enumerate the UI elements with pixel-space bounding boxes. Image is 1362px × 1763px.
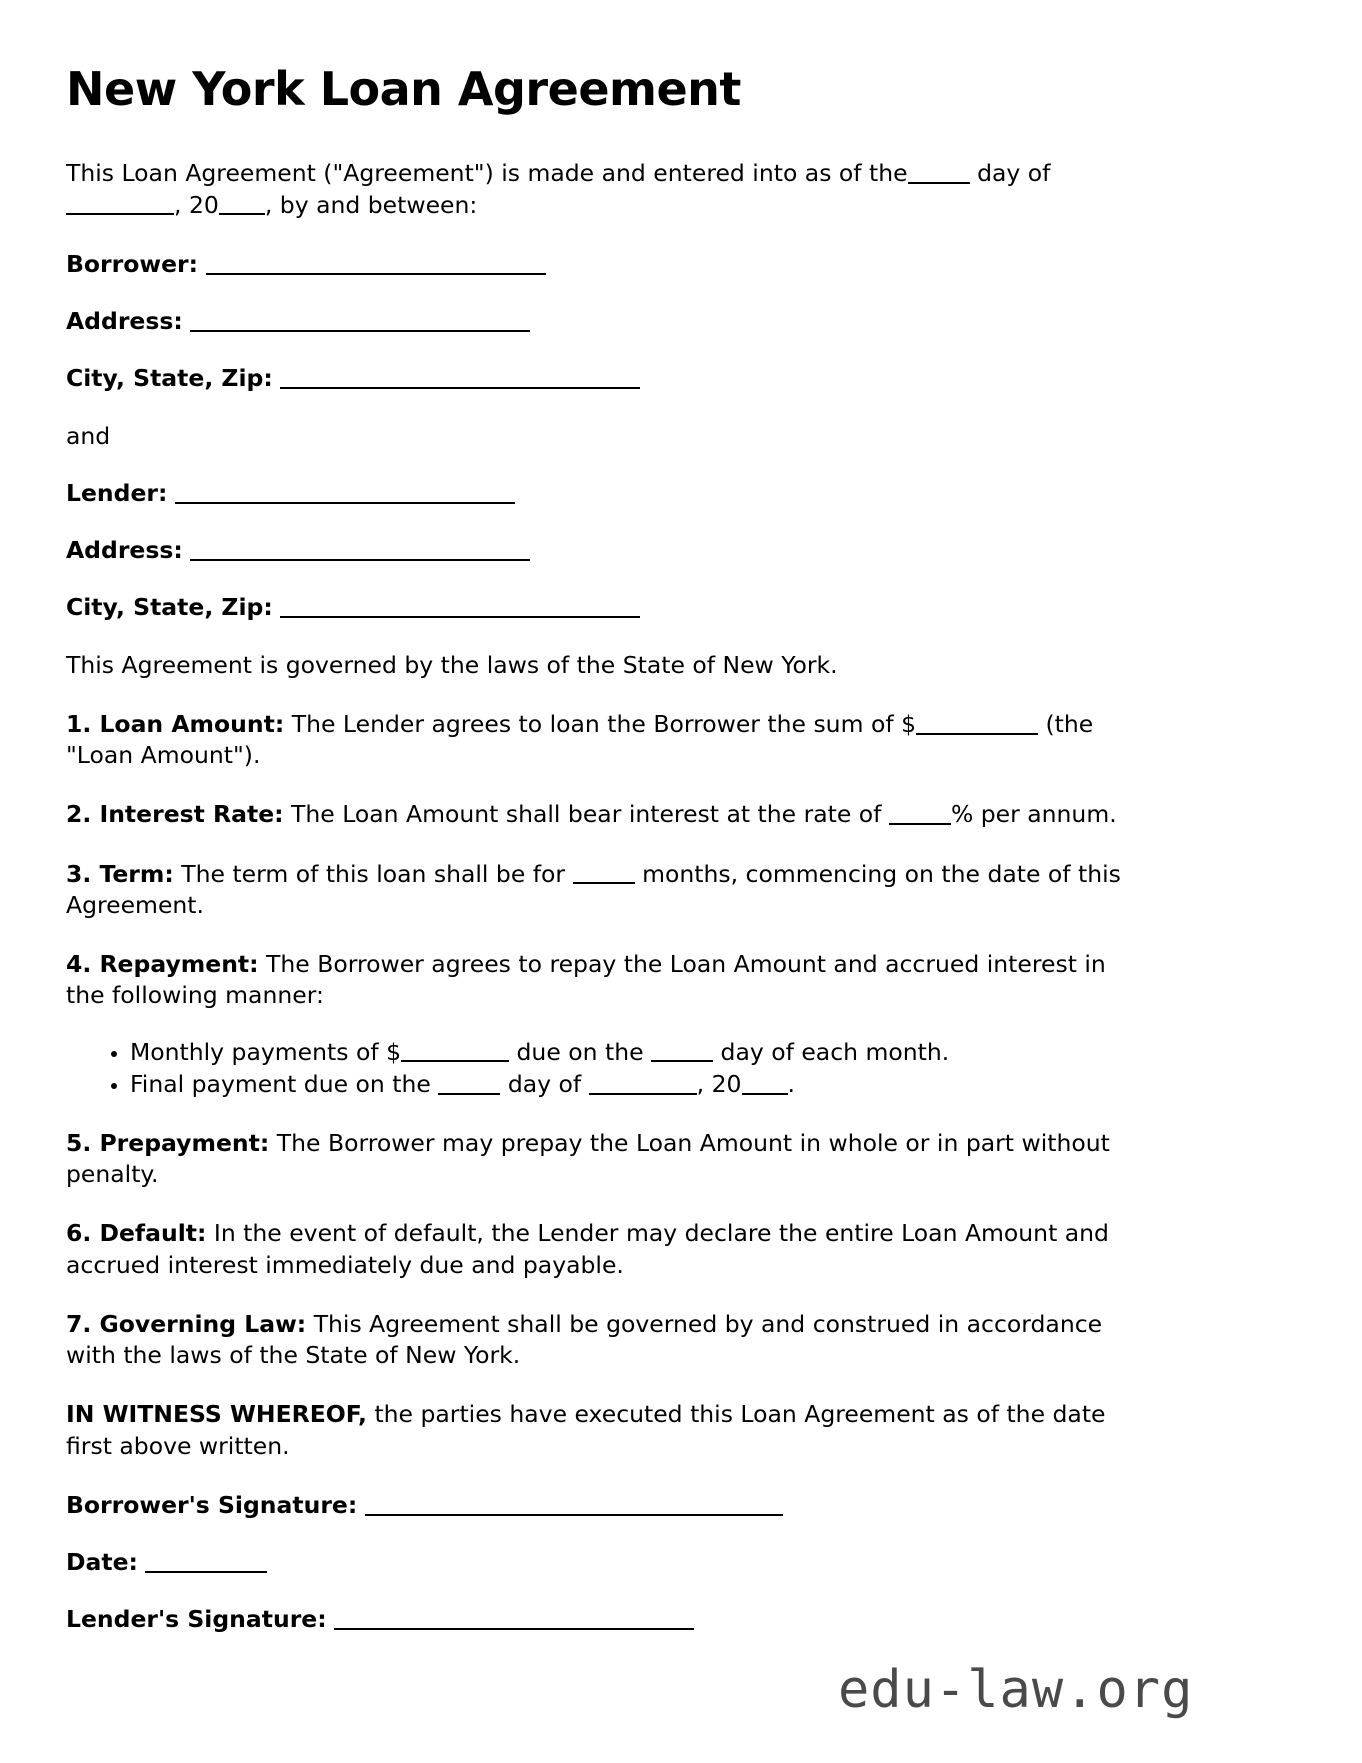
date-blank bbox=[145, 1549, 267, 1573]
clause-2-text-after: % per annum. bbox=[950, 800, 1117, 829]
clause-4-label: 4. Repayment: bbox=[66, 950, 259, 979]
list-item bbox=[130, 1068, 1126, 1100]
parties-conjunction: and bbox=[66, 421, 111, 450]
clause-term bbox=[66, 859, 1126, 922]
bullet2-text-a: Final payment due on the bbox=[130, 1069, 431, 1098]
clause-7-text: This Agreement shall be governed by and construed in accordance with the laws of the State of New York. bbox=[66, 1309, 1103, 1370]
witness-paragraph bbox=[66, 1399, 1126, 1462]
monthly-payment-day-blank bbox=[651, 1038, 713, 1062]
clause-1-text-after: (the "Loan Amount"). bbox=[66, 709, 1094, 770]
lender-label: Lender: bbox=[66, 478, 168, 507]
lender-signature-field bbox=[66, 1604, 1126, 1635]
clause-5-label: 5. Prepayment: bbox=[66, 1128, 270, 1157]
clause-interest-rate bbox=[66, 799, 1126, 830]
intro-month-blank bbox=[66, 191, 174, 215]
governing-statement: This Agreement is governed by the laws of the State of New York. bbox=[66, 650, 838, 679]
clause-4-text-before: The Borrower agrees to repay the Loan Amount and accrued interest in the following manner: bbox=[66, 950, 1106, 1010]
borrower-signature-blank bbox=[365, 1491, 783, 1515]
lender-address-blank bbox=[190, 537, 530, 561]
clause-3-label: 3. Term: bbox=[66, 859, 174, 888]
bullet2-text-d: . bbox=[787, 1069, 795, 1098]
final-payment-year-blank bbox=[742, 1070, 788, 1094]
borrower-address-blank bbox=[190, 308, 530, 332]
intro-day-blank bbox=[908, 160, 970, 184]
clause-governing-law bbox=[66, 1309, 1126, 1372]
bullet2-text-c: , 20 bbox=[696, 1069, 742, 1098]
interest-rate-blank bbox=[889, 801, 951, 825]
clause-1-text-before: The Lender agrees to loan the Borrower the sum of $ bbox=[291, 709, 917, 738]
clause-prepayment bbox=[66, 1128, 1126, 1191]
borrower-label: Borrower: bbox=[66, 249, 199, 278]
lender-address-field bbox=[66, 535, 1126, 566]
clause-6-label: 6. Default: bbox=[66, 1219, 207, 1248]
lender-signature-label: Lender's Signature: bbox=[66, 1605, 327, 1634]
lender-address-label: Address: bbox=[66, 536, 183, 565]
borrower-address-field bbox=[66, 306, 1126, 337]
bullet1-text-a: Monthly payments of $ bbox=[130, 1037, 402, 1066]
borrower-citystatezip-field bbox=[66, 363, 1126, 394]
clause-7-label: 7. Governing Law: bbox=[66, 1309, 307, 1338]
site-watermark: edu-law.org bbox=[838, 1660, 1194, 1720]
intro-text-part4: , by and between: bbox=[264, 190, 478, 219]
repayment-bullet-list bbox=[66, 1036, 1126, 1100]
final-payment-day-blank bbox=[438, 1070, 500, 1094]
monthly-payment-amount-blank bbox=[401, 1038, 509, 1062]
list-item bbox=[130, 1036, 1126, 1068]
date-label: Date: bbox=[66, 1548, 138, 1577]
page-title: New York Loan Agreement bbox=[66, 62, 741, 116]
lender-citystatezip-field bbox=[66, 592, 1126, 623]
clause-loan-amount bbox=[66, 709, 1126, 772]
clause-repayment bbox=[66, 949, 1126, 1012]
lender-citystatezip-blank bbox=[280, 594, 640, 618]
witness-heading: IN WITNESS WHEREOF, bbox=[66, 1400, 367, 1429]
lender-name-blank bbox=[175, 479, 515, 503]
term-months-blank bbox=[573, 860, 635, 884]
borrower-name-field bbox=[66, 249, 1126, 280]
clause-3-text-after: months, commencing on the date of this Agreement. bbox=[66, 859, 1121, 919]
date-field bbox=[66, 1547, 1126, 1578]
intro-year-blank bbox=[219, 191, 265, 215]
borrower-citystatezip-blank bbox=[280, 365, 640, 389]
bullet2-text-b: day of bbox=[507, 1069, 582, 1098]
lender-signature-blank bbox=[334, 1606, 694, 1630]
clause-2-text-before: The Loan Amount shall bear interest at the rate of bbox=[291, 800, 882, 829]
final-payment-month-blank bbox=[589, 1070, 697, 1094]
witness-text: the parties have executed this Loan Agreement as of the date first above written. bbox=[66, 1400, 1106, 1460]
clause-1-label: 1. Loan Amount: bbox=[66, 709, 285, 738]
lender-citystatezip-label: City, State, Zip: bbox=[66, 593, 273, 622]
borrower-name-blank bbox=[206, 250, 546, 274]
intro-text-part1: This Loan Agreement ("Agreement") is made and entered into as of the bbox=[66, 159, 908, 188]
loan-amount-blank bbox=[916, 710, 1038, 734]
borrower-address-label: Address: bbox=[66, 307, 183, 336]
clause-default bbox=[66, 1218, 1126, 1281]
intro-paragraph bbox=[66, 158, 1126, 221]
clause-6-text: In the event of default, the Lender may declare the entire Loan Amount and accrued interest immediately due and payable. bbox=[66, 1219, 1109, 1279]
borrower-signature-label: Borrower's Signature: bbox=[66, 1490, 358, 1519]
clause-3-text-before: The term of this loan shall be for bbox=[181, 859, 566, 888]
bullet1-text-b: due on the bbox=[516, 1037, 644, 1066]
clause-2-label: 2. Interest Rate: bbox=[66, 800, 284, 829]
lender-name-field bbox=[66, 478, 1126, 509]
intro-text-part3: , 20 bbox=[174, 190, 219, 219]
borrower-citystatezip-label: City, State, Zip: bbox=[66, 364, 273, 393]
document-body bbox=[66, 62, 1126, 1636]
borrower-signature-field bbox=[66, 1490, 1126, 1521]
intro-text-part2: day of bbox=[977, 159, 1051, 188]
clause-5-text: The Borrower may prepay the Loan Amount in whole or in part without penalty. bbox=[66, 1128, 1110, 1189]
bullet1-text-c: day of each month. bbox=[720, 1037, 950, 1066]
